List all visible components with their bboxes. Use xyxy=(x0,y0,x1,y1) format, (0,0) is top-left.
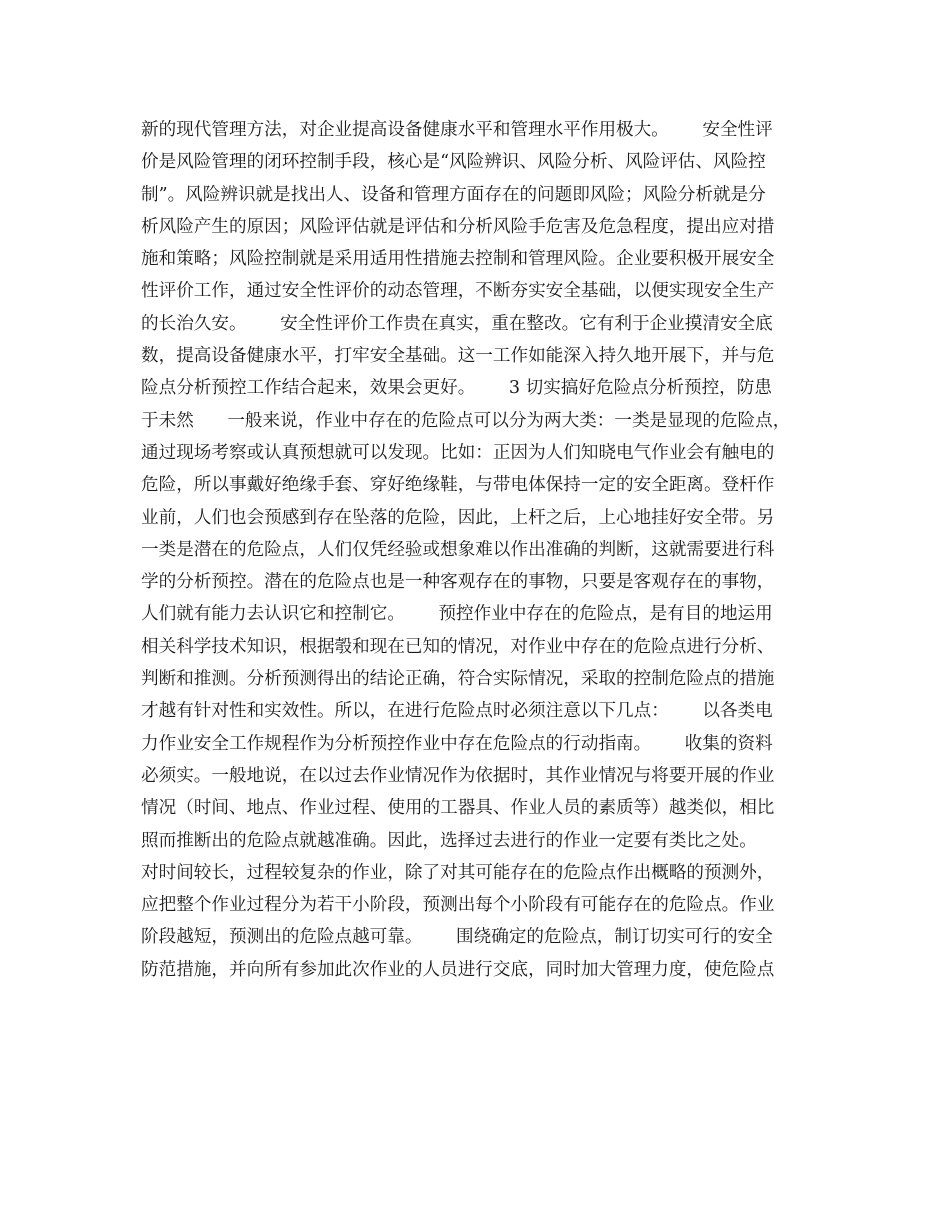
text-line: 性评价工作，通过安全性评价的动态管理，不断夯实安全基础，以便实现安全生产 xyxy=(141,281,775,302)
text-line: 才越有针对性和实效性。所以，在进行危险点时必须注意以下几点： 以各类电 xyxy=(141,701,773,722)
text-line: 制”。风险辨识就是找出人、设备和管理方面存在的问题即风险；风险分析就是分 xyxy=(141,184,766,205)
text-line: 照而推断出的危险点就越准确。因此，选择过去进行的作业一定要有类比之处。 xyxy=(141,830,757,851)
text-line: 的长治久安。 安全性评价工作贵在真实，重在整改。它有利于企业摸清安全底 xyxy=(141,313,773,334)
text-line: 施和策略；风险控制就是采用适用性措施去控制和管理风险。企业要积极开展安全 xyxy=(141,249,775,270)
text-line: 判断和推测。分析预测得出的结论正确，符合实际情况，采取的控制危险点的措施 xyxy=(141,669,775,690)
text-line: 学的分析预控。潜在的危险点也是一种客观存在的事物，只要是客观存在的事物， xyxy=(141,572,775,593)
text-line: 人们就有能力去认识它和控制它。 预控作业中存在的危险点，是有目的地运用 xyxy=(141,604,773,625)
text-line: 防范措施，并向所有参加此次作业的人员进行交底，同时加大管理力度，使危险点 xyxy=(141,959,775,980)
text-line: 必须实。一般地说，在以过去作业情况作为依据时，其作业情况与将要开展的作业 xyxy=(141,765,775,786)
text-line: 危险，所以事戴好绝缘手套、穿好绝缘鞋，与带电体保持一定的安全距离。登杆作 xyxy=(141,475,775,496)
text-line: 业前，人们也会预感到存在坠落的危险，因此，上杆之后，上心地挂好安全带。另 xyxy=(141,507,775,528)
text-line: 情况（时间、地点、作业过程、使用的工器具、作业人员的素质等）越类似，相比 xyxy=(141,798,775,819)
text-line: 相关科学技术知识，根据彀和现在已知的情况，对作业中存在的危险点进行分析、 xyxy=(141,636,775,657)
text-line: 数，提高设备健康水平，打牢安全基础。这一工作如能深入持久地开展下，并与危 xyxy=(141,346,775,367)
text-line: 一类是潜在的危险点，人们仅凭经验或想象难以作出准确的判断，这就需要进行科 xyxy=(141,539,775,560)
text-line: 对时间较长，过程较复杂的作业，除了对其可能存在的危险点作出概略的预测外， xyxy=(141,862,775,883)
text-line: 阶段越短，预测出的危险点越可靠。 围绕确定的危险点，制订切实可行的安全 xyxy=(141,927,773,948)
body-text xyxy=(141,114,821,986)
text-line: 于未然 一般来说，作业中存在的危险点可以分为两大类：一类是显现的危险点， xyxy=(141,410,791,431)
text-line: 应把整个作业过程分为若干小阶段，预测出每个小阶段有可能存在的危险点。作业 xyxy=(141,895,775,916)
text-line: 通过现场考察或认真预想就可以发现。比如：正因为人们知晓电气作业会有触电的 xyxy=(141,442,775,463)
text-line: 力作业安全工作规程作为分析预控作业中存在危险点的行动指南。 收集的资料 xyxy=(141,733,773,754)
text-line: 价是风险管理的闭环控制手段，核心是“风险辨识、风险分析、风险评估、风险控 xyxy=(141,152,766,173)
text-line: 析风险产生的原因；风险评估就是评估和分析风险手危害及危急程度，提出应对措 xyxy=(141,216,775,237)
text-line: 新的现代管理方法，对企业提高设备健康水平和管理水平作用极大。 安全性评 xyxy=(141,120,773,140)
text-line: 险点分析预控工作结合起来，效果会更好。 3 切实搞好危险点分析预控，防患 xyxy=(141,378,772,399)
